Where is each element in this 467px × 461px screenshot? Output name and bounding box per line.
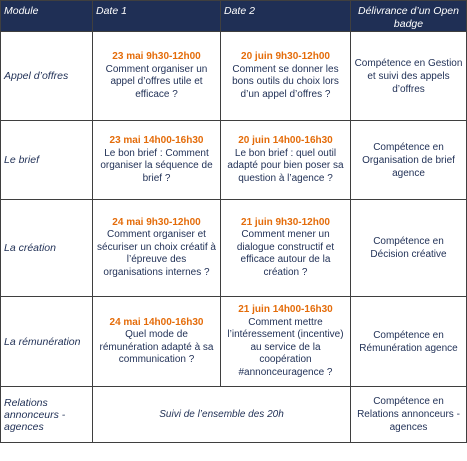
session-description: Comment mettre l’intéressement (incentive) au service de la coopération #annonceuragence ? <box>227 316 344 378</box>
module-cell: Appel d’offres <box>1 32 93 121</box>
session-description: Comment organiser un appel d’offres utile et efficace ? <box>105 63 208 100</box>
session-description: Quel mode de rémunération adapté à sa communication ? <box>99 329 214 365</box>
module-cell: Le brief <box>1 121 93 200</box>
session-description: Le bon brief : quel outil adapté pour bien poser sa question à l’agence ? <box>227 147 344 184</box>
date2-cell <box>221 200 351 297</box>
date1-cell <box>93 297 221 387</box>
session-time: 20 juin 9h30-12h00 <box>241 51 330 62</box>
date2-cell <box>221 121 351 200</box>
followup-cell: Suivi de l’ensemble des 20h <box>93 387 351 443</box>
header-date2: Date 2 <box>221 1 351 32</box>
header-date1: Date 1 <box>93 1 221 32</box>
table-row <box>1 387 467 443</box>
competence-cell: Compétence en Gestion et suivi des appels d’offres <box>351 32 467 121</box>
date2-cell <box>221 297 351 387</box>
table-row <box>1 200 467 297</box>
header-delivrance: Délivrance d’un Open badge <box>351 1 467 32</box>
session-description: Le bon brief : Comment organiser la séquence de brief ? <box>100 147 213 184</box>
date1-cell <box>93 121 221 200</box>
module-cell: La création <box>1 200 93 297</box>
session-description: Comment organiser et sécuriser un choix créatif à l’épreuve des organisations internes ? <box>97 229 216 278</box>
date2-cell <box>221 32 351 121</box>
competence-cell: Compétence en Organisation de brief agence <box>351 121 467 200</box>
competence-cell: Compétence en Relations annonceurs -agences <box>351 387 467 443</box>
session-description: Comment se donner les bons outils du choix lors d’un appel d’offres ? <box>232 63 339 100</box>
table-row <box>1 121 467 200</box>
competence-cell: Compétence en Décision créative <box>351 200 467 297</box>
session-time: 20 juin 14h00-16h30 <box>238 135 333 146</box>
session-time: 24 mai 9h30-12h00 <box>112 216 201 228</box>
module-cell: Relations annonceurs - agences <box>1 387 93 443</box>
session-time: 24 mai 14h00-16h30 <box>109 316 204 328</box>
date1-cell <box>93 200 221 297</box>
session-time: 23 mai 14h00-16h30 <box>109 135 204 146</box>
header-module: Module <box>1 1 93 32</box>
module-cell: La rémunération <box>1 297 93 387</box>
table-header-row <box>1 1 467 32</box>
session-time: 23 mai 9h30-12h00 <box>112 51 201 62</box>
table-row <box>1 297 467 387</box>
date1-cell <box>93 32 221 121</box>
session-description: Comment mener un dialogue constructif et efficace autour de la création ? <box>236 229 335 278</box>
session-time: 21 juin 9h30-12h00 <box>241 216 330 228</box>
table-row <box>1 32 467 121</box>
competence-cell: Compétence en Rémunération agence <box>351 297 467 387</box>
session-time: 21 juin 14h00-16h30 <box>238 304 333 315</box>
